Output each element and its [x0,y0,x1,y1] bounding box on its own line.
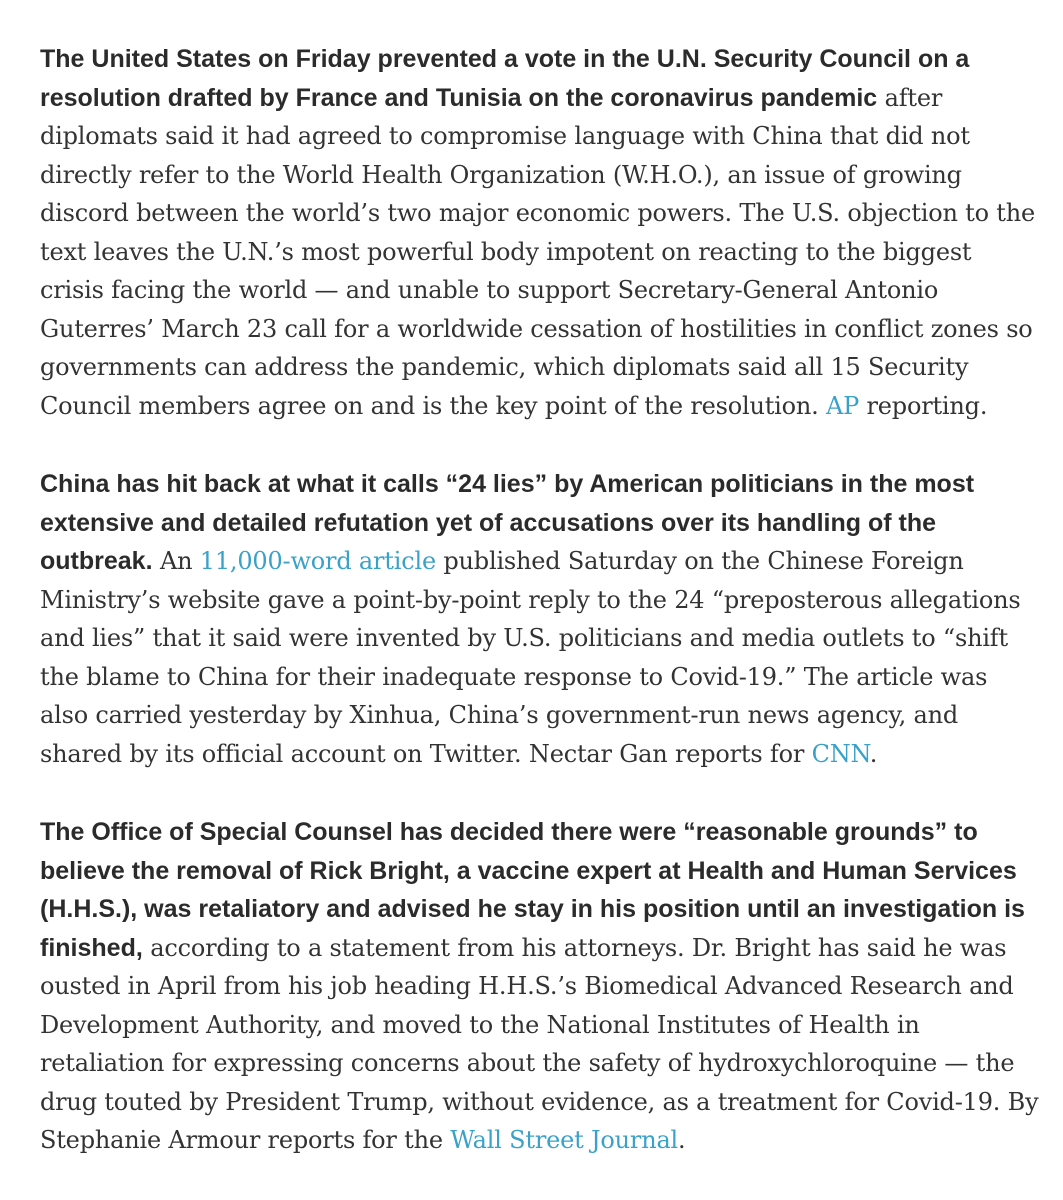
paragraph-text: after diplomats said it had agreed to compromise language with China that did not directly refer to the World Health Organization (W.H.O.), an issue of growing discord between the world’s two major economic powers. The U.S. objection to the text leaves the U.N.’s most powerful body impotent on reacting to the biggest crisis facing the world — and unable to support Secretary-General Antonio Guterres’ March 23 call for a worldwide cessation of hostilities in conflict zones so governments can address the pandemic, which diplomats said all 15 Security Council members agree on and is the key point of the resolution. [40,83,1035,420]
article-body [40,40,1040,1200]
paragraph-tail: . [869,739,878,768]
source-link-ap[interactable]: AP [826,391,860,420]
paragraph-un-security-council [40,40,1040,425]
paragraph-tail: reporting. [859,391,988,420]
paragraph-tail: . [678,1126,686,1154]
paragraph-text-pre: An [152,547,200,575]
paragraph-text: published Saturday on the Chinese Foreign Ministry’s website gave a point-by-point reply to the 24 “preposterous allegations and lies” that it said were invented by U.S. politicians and media outlets to “shift the blame to China for their inadequate response to Covid-19.” The article was also carried yesterday by Xinhua, China’s government-run news agency, and shared by its official account on Twitter. Nectar Gan reports for [40,547,1021,768]
paragraph-lead: China has hit back at what it calls “24 lies” by American politicians in the most extensive and detailed refutation yet of accusations over its handling of the outbreak. [40,470,975,575]
paragraph-rick-bright [40,813,1040,1160]
source-link-cnn[interactable]: CNN [811,739,870,768]
paragraph-china-24-lies [40,465,1040,773]
paragraph-text: according to a statement from his attorneys. Dr. Bright has said he was ousted in April from his job heading H.H.S.’s Biomedical Advanced Research and Development Authority, and moved to the National Institutes of Health in retaliation for expressing concerns about the safety of hydroxychloroquine — the drug touted by President Trump, without evidence, as a treatment for Covid-19. By Stephanie Armour reports for the [40,933,1039,1154]
paragraph-lead: The Office of Special Counsel has decided there were “reasonable grounds” to believe the removal of Rick Bright, a vaccine expert at Health and Human Services (H.H.S.), was retaliatory and advised he stay in his position until an investigation is finished, [40,818,1025,962]
source-link-wsj[interactable]: Wall Street Journal [450,1126,679,1154]
article-link[interactable]: 11,000-word article [199,547,436,575]
paragraph-lead: The United States on Friday prevented a vote in the U.N. Security Council on a resolution drafted by France and Tunisia on the coronavirus pandemic [40,45,970,112]
